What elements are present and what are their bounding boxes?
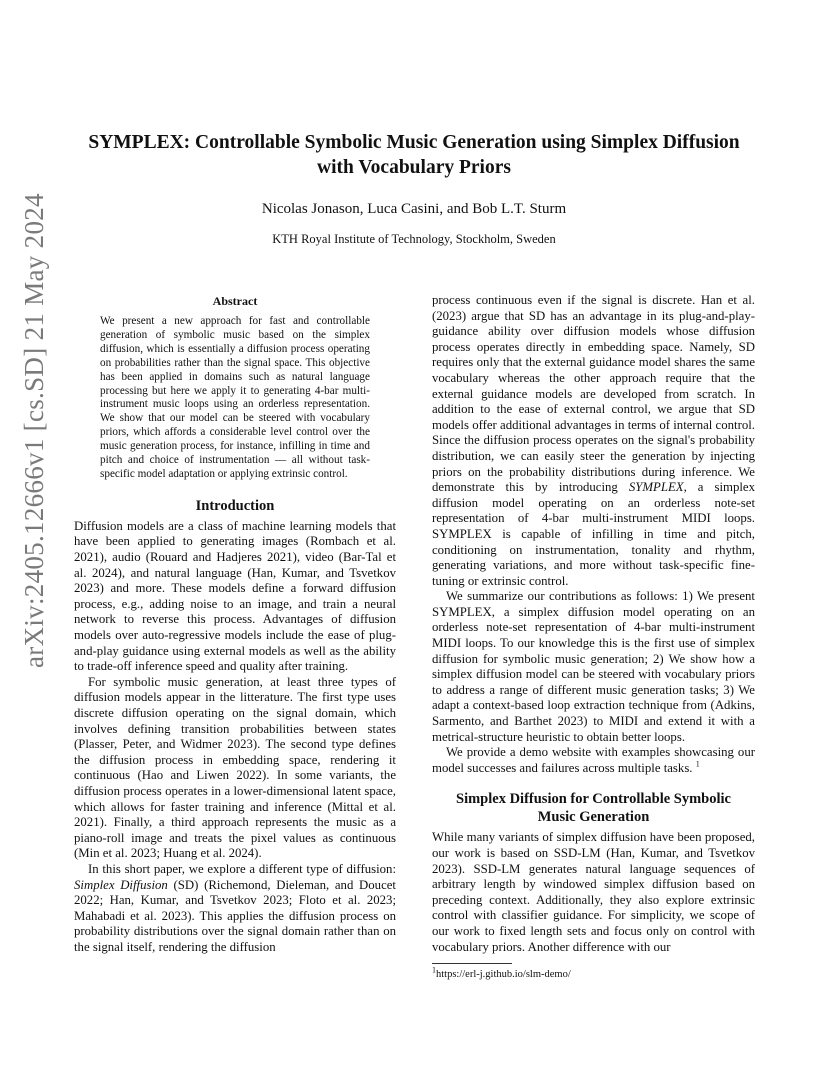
arxiv-identifier: arXiv:2405.12666v1 [cs.SD] 21 May 2024 <box>19 193 49 668</box>
abstract-heading: Abstract <box>212 294 258 308</box>
section-2-heading <box>432 790 755 826</box>
footnote-url[interactable]: https://erl-j.github.io/slm-demo/ <box>436 969 571 981</box>
intro-paragraph-2: For symbolic music generation, at least three types of diffusion models appear in the litterature. The first type uses discrete diffusion operating on the signal domain, which involves defining transition probabilities between states (Plasser, Peter, and Widmer 2023). The second type defines the diffusion process in embedding space, rendering it continuous (Hao and Liwen 2022). In some variants, the diffusion process operates in a lower-dimensional latent space, which allows for faster training and inference (Mittal et al. 2021). Finally, a third approach represents the music as a piano-roll image and treats the pixel values as continuous (Min et al. 2023; Huang et al. 2024). <box>74 674 396 861</box>
title-line-2: with Vocabulary Priors <box>317 157 511 178</box>
section-2-paragraph-1: While many variants of simplex diffusion have been proposed, our work is based on SSD-LM (Han, Kumar, and Tsvetkov 2023). SSD-LM generates natural language sequences of arbitrary length by windowed simplex diffusion based on preceding context. Additionally, they also explore extrinsic control with classifier guidance. For simplicity, we scope of our work to fixed length sets and focus only on control with vocabulary priors. Another difference with our <box>432 830 755 954</box>
simplex-diffusion-term: Simplex Diffusion <box>74 877 168 892</box>
introduction-heading: Introduction <box>195 497 275 514</box>
title-line-1: SYMPLEX: Controllable Symbolic Music Generation using Simplex Diffusion <box>88 132 740 153</box>
footnote-mark: 1 <box>432 965 436 975</box>
section-2-heading-line-2: Music Generation <box>537 809 650 826</box>
right-column <box>432 293 755 981</box>
intro-p3-part-b: (SD) (Richemond, Dieleman, and Doucet 2022; Han, Kumar, and Tsvetkov 2023; Floto et al. 2023; Mahabadi et al. 2023). This applies the diffusion process on probability distributions over the signal domain rather than on the signal itself, rendering the diffusion <box>74 877 396 954</box>
intro-paragraph-1: Diffusion models are a class of machine learning models that have been applied to generating images (Rombach et al. 2021), audio (Rouard and Hadjeres 2021), video (Bar-Tal et al. 2024), and natural language (Han, Kumar, and Tsvetkov 2023) and more. These models define a forward diffusion process, e.g., adding noise to an image, and train a neural network to reverse this process. Advantages of diffusion models over auto-regressive models include the ease of plug-and-play guidance using external models as well as the ability to trade-off inference speed and quality after training. <box>74 518 396 674</box>
section-2-heading-line-1: Simplex Diffusion for Controllable Symbolic <box>456 791 731 808</box>
symplex-term: SYMPLEX <box>628 480 684 495</box>
footnote <box>432 965 755 981</box>
intro-paragraph-5 <box>432 745 755 776</box>
footnote-reference: 1 <box>695 759 700 769</box>
intro-p3-part-c: process continuous even if the signal is discrete. Han et al. (2023) argue that SD has an advantage in its plug-and-play-guidance ability over diffusion models whose diffusion process operates directly in embedding space. Namely, SD requires only that the external guidance model shares the same vocabulary whereas the other approach require that the external guidance models are developed from scratch. In addition to the ease of external control, we argue that SD models offer additional advantages in terms of internal control. Since the diffusion process operates on the signal's probability distribution, we can easily steer the generation by injecting priors on the probability distributions during inference. We demonstrate this by introducing <box>432 293 755 495</box>
intro-p3-part-a: In this short paper, we explore a different type of diffusion: <box>88 861 396 876</box>
intro-paragraph-3 <box>74 862 396 956</box>
intro-p5-text: We provide a demo website with examples showcasing our model successes and failures across multiple tasks. <box>432 745 755 775</box>
affiliation: KTH Royal Institute of Technology, Stockholm, Sweden <box>272 232 556 246</box>
author-list: Nicolas Jonason, Luca Casini, and Bob L.T. Sturm <box>261 201 567 217</box>
intro-paragraph-4: We summarize our contributions as follows: 1) We present SYMPLEX, a simplex diffusion model operating on an orderless note-set representation of 4-bar multi-instrument MIDI loops. To our knowledge this is the first use of simplex diffusion for symbolic music generation; 2) We show how a simplex diffusion model can be steered with vocabulary priors to address a range of different music generation tasks; 3) We adapt a context-based loop extraction technique from (Adkins, Sarmento, and Barthet 2023) to MIDI and extend it with a metrical-structure heuristic to obtain better loops. <box>432 589 755 744</box>
footnote-divider <box>432 963 512 964</box>
abstract-text: We present a new approach for fast and controllable generation of symbolic music based on the simplex diffusion, which is essentially a diffusion process operating on probabilities rather than the signal space. This objective has been applied in domains such as natural language processing but here we apply it to generating 4-bar multi-instrument music loops using an orderless representation. We show that our model can be steered with vocabulary priors, which affords a considerable level control over the music generation process, for instance, infilling in time and pitch and choice of instrumentation — all without task-specific model adaptation or applying extrinsic control. <box>100 315 370 480</box>
paper-title <box>60 130 768 180</box>
intro-p3-part-d: , a simplex diffusion model operating on an orderless note-set representation of 4-bar multi-instrument MIDI loops. SYMPLEX is capable of infilling in time and pitch, conditioning on instrumentation, tonality and rhythm, generating variations, and more without task-specific fine-tuning or extrinsic control. <box>432 480 755 588</box>
left-column <box>74 293 396 956</box>
intro-paragraph-3-continued <box>432 293 755 589</box>
